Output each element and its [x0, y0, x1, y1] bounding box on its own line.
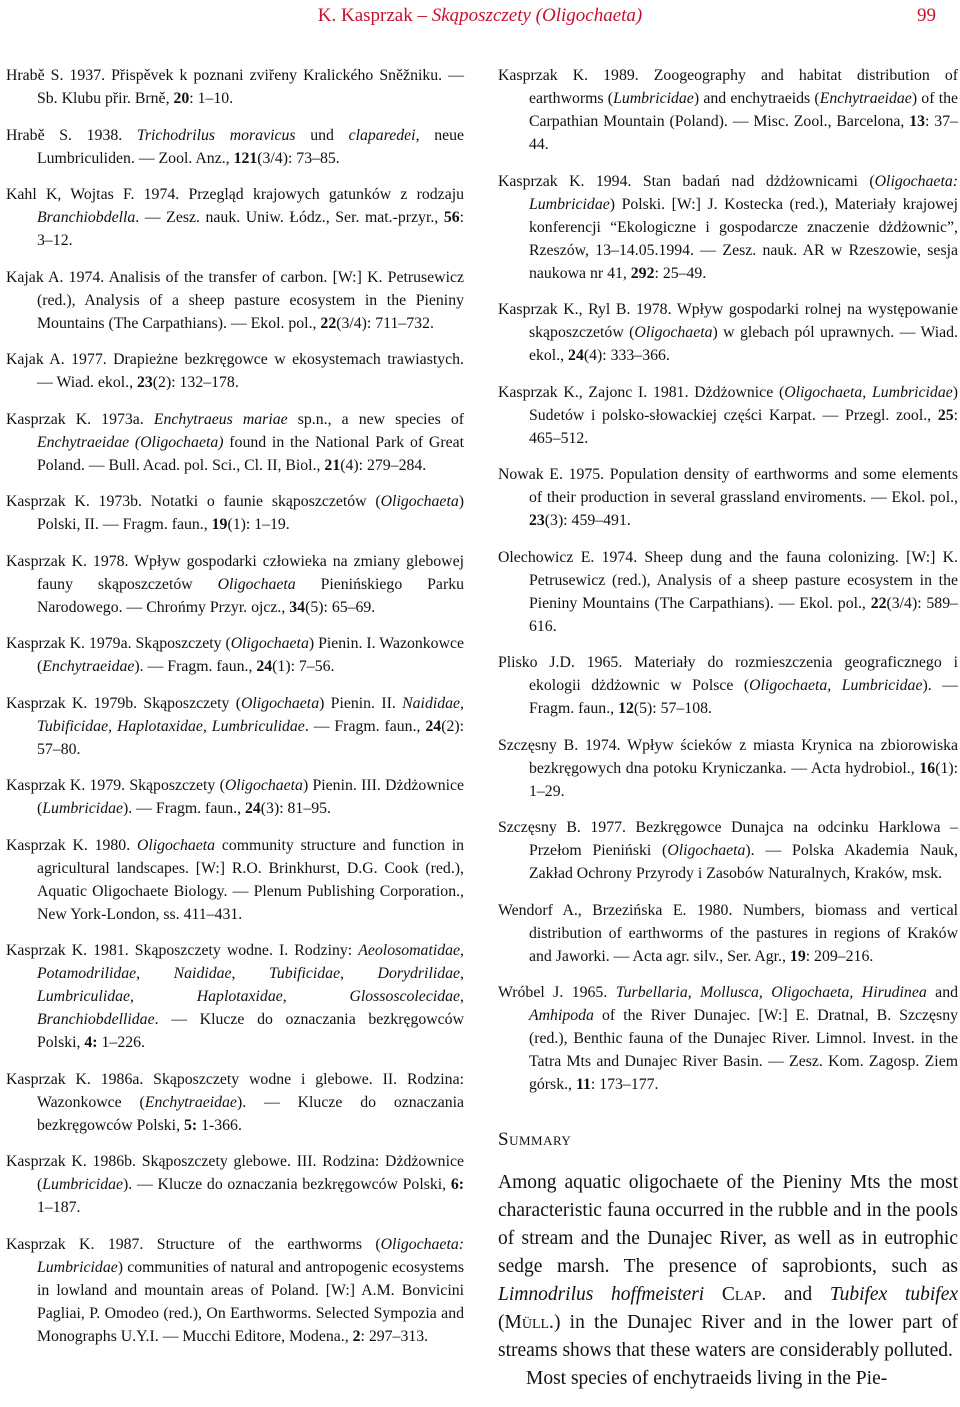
reference-entry: Kasprzak K. 1981. Skąposzczety wodne. I. Rodziny: Aeolosomatidae, Potamodrilidae, Naididae, Tubificidae, Dorydrilidae, Lumbriculidae, Haplotaxidae, Glossoscolecidae, Branchiobdellidae. — Klucze do oznaczania bezkręgowców Polski, 4: 1–226. [6, 942, 464, 1051]
references-right-list [498, 64, 958, 1096]
running-title [0, 5, 960, 27]
summary-paragraph-continued: Most species of enchytraeids living in the Pie- [526, 1368, 888, 1389]
summary-paragraph: Among aquatic oligochaete of the Pieniny Mts the most characteristic fauna occurred in the rubble and in the pools of stream and the Dunajec River, as well as in eutrophic sedge marsh. The presence of saprobionts, such as Limnodrilus hoffmeisteri Clap. and Tubifex tubifex (Müll.) in the Dunajec River and in the lower part of streams shows that these waters are considerably polluted. [498, 1172, 959, 1361]
reference-entry: Kasprzak K. 1994. Stan badań nad dżdżownicami (Oligochaeta: Lumbricidae) Polski. [W:] J. Kostecka (red.), Materiały krajowej konferencji “Ekologiczne i gospodarcze znaczenie dżdżownic”, Rzeszów, 13–14.05.1994. — Zesz. nauk. AR w Rzeszowie, sesja naukowa nr 41, 292: 25–49. [498, 172, 958, 282]
reference-entry: Kasprzak K., Zajonc I. 1981. Dżdżownice (Oligochaeta, Lumbricidae) Sudetów i polsko-słowackiej części Karpat. — Przegl. zool., 25: 465–512. [498, 383, 958, 447]
summary-heading: Summary [498, 1129, 572, 1150]
reference-entry: Kasprzak K. 1973b. Notatki o faunie skąposzczetów (Oligochaeta) Polski, II. — Fragm. faun., 19(1): 1–19. [6, 493, 464, 533]
reference-entry: Kasprzak K., Ryl B. 1978. Wpływ gospodarki rolnej na występowanie skąposzczetów (Oligochaeta) w glebach pól uprawnych. — Wiad. ekol., 24(4): 333–366. [498, 301, 959, 364]
reference-entry: Olechowicz E. 1974. Sheep dung and the fauna colonizing. [W:] K. Petrusewicz (red.), Analysis of a sheep pasture ecosystem in the Pieniny Mountains (The Carpathians). — Ekol. pol., 22(3/4): 589–616. [498, 548, 959, 635]
reference-entry: Kajak A. 1974. Analisis of the transfer of carbon. [W:] K. Petrusewicz (red.), Analysis of a sheep pasture ecosystem in the Pieniny Mountains (The Carpathians). — Ekol. pol., 22(3/4): 711–732. [6, 268, 464, 332]
header-dash: – [412, 5, 432, 26]
reference-entry: Kasprzak K. 1979a. Skąposzczety (Oligochaeta) Pienin. I. Wazonkowce (Enchytraeidae). — Fragm. faun., 24(1): 7–56. [6, 635, 465, 675]
reference-entry: Kahl K, Wojtas F. 1974. Przegląd krajowych gatunków z rodzaju Branchiobdella. — Zesz. nauk. Uniw. Łódz., Ser. mat.-przyr., 56: 3–12. [6, 186, 464, 249]
reference-entry: Hrabě S. 1938. Trichodrilus moravicus und claparedei, neue Lumbriculiden. — Zool. Anz., 121(3/4): 73–85. [6, 126, 465, 167]
reference-entry: Kasprzak K. 1973a. Enchytraeus mariae sp.n., a new species of Enchytraeidae (Oligochaeta) found in the National Park of Great Poland. — Bull. Acad. pol. Sci., Cl. II, Biol., 21(4): 279–284. [6, 410, 464, 474]
reference-entry: Kasprzak K. 1979b. Skąposzczety (Oligochaeta) Pienin. II. Naididae, Tubificidae, Haplotaxidae, Lumbriculidae. — Fragm. faun., 24(2): 57–80. [6, 694, 464, 758]
references-left-column [6, 64, 464, 1361]
reference-entry: Kasprzak K. 1980. Oligochaeta community structure and function in agricultural landscapes. [W:] R.O. Brinkhurst, D.G. Cook (red.), Aquatic Oligochaete Biology. — Plenum Publishing Corporation., New York-London, ss. 411–431. [6, 836, 464, 923]
references-right-column [498, 64, 958, 1393]
reference-entry: Wendorf A., Brzezińska E. 1980. Numbers, biomass and vertical distribution of earthworms of the pastures in regions of Kraków and Jaworki. — Acta agr. silv., Ser. Agr., 19: 209–216. [498, 901, 958, 965]
running-header [0, 0, 960, 30]
reference-entry: Szczęsny B. 1974. Wpływ ścieków z miasta Krynica na zbiorowiska bezkręgowych dna potoku Kryniczanka. — Acta hydrobiol., 16(1): 1–29. [498, 736, 958, 800]
page-number: 99 [917, 5, 936, 26]
reference-entry: Kasprzak K. 1979. Skąposzczety (Oligochaeta) Pienin. III. Dżdżownice (Lumbricidae). — Fragm. faun., 24(3): 81–95. [6, 777, 465, 817]
reference-entry: Kasprzak K. 1978. Wpływ gospodarki człowieka na zmiany glebowej fauny skąposzczetów Oligochaeta Pienińskiego Parku Narodowego. — Chrońmy Przyr. ojcz., 34(5): 65–69. [6, 552, 465, 616]
header-title: Skąposzczety (Oligochaeta) [431, 5, 643, 26]
reference-entry: Kasprzak K. 1989. Zoogeography and habitat distribution of earthworms (Lumbricidae) and enchytraeids (Enchytraeidae) of the Carpathian Mountain (Poland). — Misc. Zool., Barcelona, 13: 37–44. [498, 67, 958, 153]
header-author: K. Kasprzak [317, 5, 413, 26]
reference-entry: Kasprzak K. 1986b. Skąposzczety glebowe. III. Rodzina: Dżdżownice (Lumbricidae). — Klucze do oznaczania bezkręgowców Polski, 6: 1–187. [6, 1153, 464, 1216]
reference-entry: Kasprzak K. 1986a. Skąposzczety wodne i glebowe. II. Rodzina: Wazonkowce (Enchytraeidae). — Klucze do oznaczania bezkręgowców Polski, 5: 1-366. [6, 1070, 465, 1134]
reference-entry: Wróbel J. 1965. Turbellaria, Mollusca, Oligochaeta, Hirudinea and Amhipoda of the River Dunajec. [W:] E. Dratnal, B. Szczęsny (red.), Benthic fauna of the Dunajec River. Limnol. Invest. in the Tatra Mts and Dunajec River Basin. — Zesz. Kom. Zagosp. Ziem górsk., 11: 173–177. [498, 984, 958, 1093]
reference-entry: Nowak E. 1975. Population density of earthworms and some elements of their production in several grassland enviroments. — Ekol. pol., 23(3): 459–491. [498, 466, 958, 529]
reference-entry: Plisko J.D. 1965. Materiały do rozmieszczenia geograficznego i ekologii dżdżownic w Polsce (Oligochaeta, Lumbricidae). — Fragm. faun., 12(5): 57–108. [498, 654, 958, 717]
reference-entry: Szczęsny B. 1977. Bezkręgowce Dunajca na odcinku Harklowa – Przełom Pieniński (Oligochaeta). — Polska Akademia Nauk, Zakład Ochrony Przyrody i Zasobów Naturalnych, Kraków, msk. [498, 819, 958, 882]
reference-entry: Kajak A. 1977. Drapieżne bezkręgowce w ekosystemach trawiastych. — Wiad. ekol., 23(2): 132–178. [6, 351, 464, 391]
reference-entry: Hrabě S. 1937. Přispěvek k poznani zviřeny Kralického Sněžniku. — Sb. Klubu přir. Brně, 20: 1–10. [6, 67, 464, 107]
reference-entry: Kasprzak K. 1987. Structure of the earthworms (Oligochaeta: Lumbricidae) communities of natural and antropogenic ecosystems in lowland and mountain areas of Poland. [W:] A.M. Bonvicini Pagliai, P. Omodeo (red.), On Earthworms. Selected Sympozia and Monographs U.Y.I. — Mucchi Editore, Modena., 2: 297–313. [6, 1235, 464, 1345]
